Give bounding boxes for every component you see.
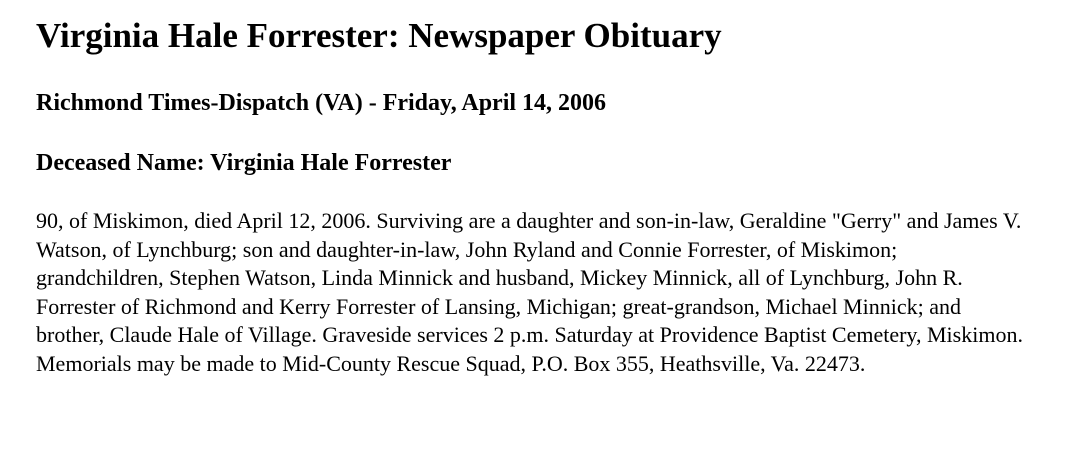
deceased-name-heading: Deceased Name: Virginia Hale Forrester bbox=[36, 150, 452, 176]
obituary-body-text: 90, of Miskimon, died April 12, 2006. Surviving are a daughter and son-in-law, Geraldine "Gerry" and James V. Watson, of Lynchburg; son and daughter-in-law, John Ryland and Connie Forrester, of Miskimon; grandchildren, Stephen Watson, Linda Minnick and husband, Mickey Minnick, all of Lynchburg, John R. Forrester of Richmond and Kerry Forrester of Lansing, Michigan; great-grandson, Michael Minnick; and brother, Claude Hale of Village. Graveside services 2 p.m. Saturday at Providence Baptist Cemetery, Miskimon. Memorials may be made to Mid-County Rescue Squad, P.O. Box 355, Heathsville, Va. 22473. bbox=[36, 208, 1023, 376]
newspaper-source-line: Richmond Times-Dispatch (VA) - Friday, April 14, 2006 bbox=[36, 90, 607, 116]
page-title: Virginia Hale Forrester: Newspaper Obituary bbox=[36, 16, 722, 55]
